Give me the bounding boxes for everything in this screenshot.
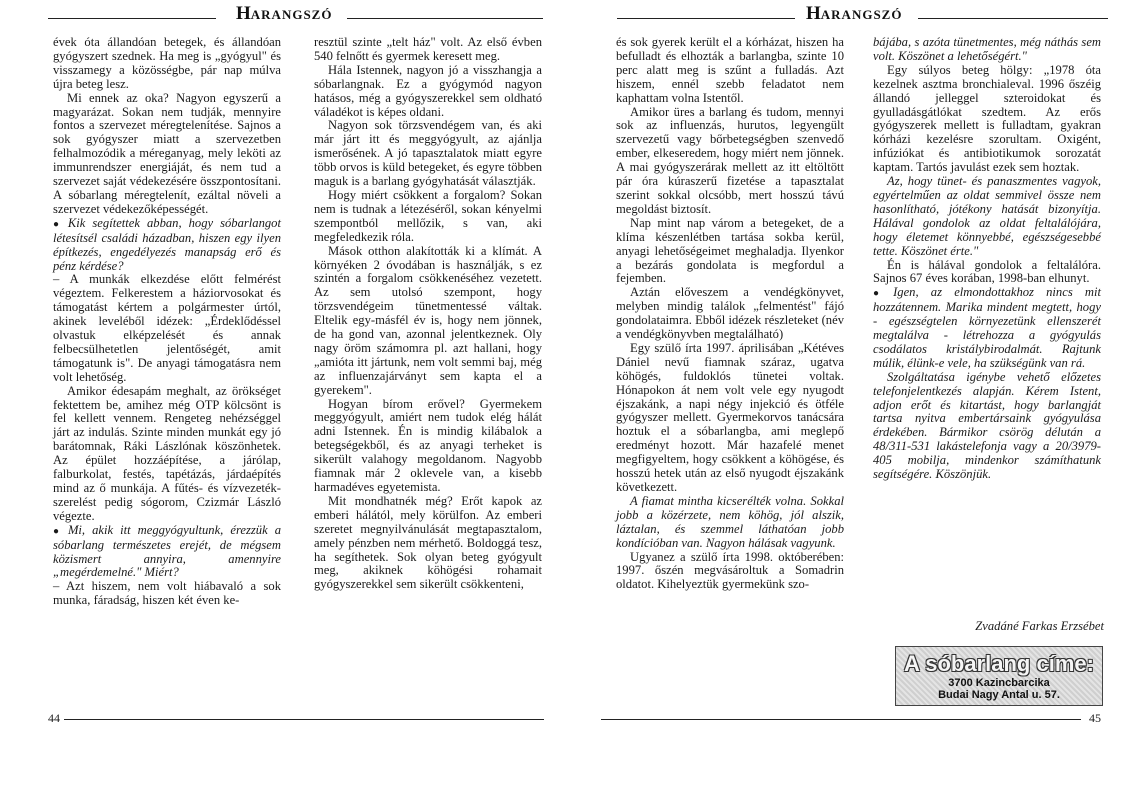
footer-rule <box>64 719 544 720</box>
paragraph: Aztán előveszem a vendégkönyvet, melyben mindig találok „felmentést" fájó gondolataimra. Ebből idézek részleteket (név a vendégkönyvben megtalálható) <box>616 285 844 342</box>
left-page <box>0 0 560 792</box>
masthead-initial: H <box>806 3 821 24</box>
paragraph: Mi ennek az oka? Nagyon egyszerű a magyarázat. Sokan nem tudják, mennyire fontos a szervezet méregtelenítése. Sajnos a sok gyógyszer miatt a szervezetben felhalmozódik a méreganyag, mely leköti az immunrendszer energiáját, és nem tud a szervezet saját védekezésére összpontosítani. A sóbarlang méregtelenít, ezáltal növeli a szervezet védekezőképességét. <box>53 90 281 216</box>
column-1 <box>616 36 844 592</box>
masthead <box>806 3 902 25</box>
paragraph: Az, hogy tünet- és panaszmentes vagyok, egyértelműen az oldat semmivel össze nem hasonlítható, jótékony hatását bizonyítja. Hálával gondolok az oldat feltalálójára, hogy életemet könnyebbé, egészségesebbé tette. Köszönet érte." <box>873 174 1101 258</box>
masthead-initial: H <box>236 3 251 24</box>
paragraph: Mások otthon alakították ki a klímát. A környéken 2 óvodában is használják, s ez szintén a forgalom csökkenéséhez vezetett. Az sem utolsó szempont, hogy törzsvendégeim tünetmentessé váltak. Eltelik egy-másfél év is, hogy nem jönnek, de ha gond van, azonnal jelentkeznek. Oly nagy öröm számomra pl. azt hallani, hogy „amióta itt jártunk, nem volt semmi baj, még az influenzajárványt sem kapta el a gyerekem". <box>314 243 542 397</box>
header-rule-left <box>48 18 216 19</box>
paragraph: Nap mint nap várom a betegeket, de a klíma készenlétben tartása sokba kerül, anyagi lehetőségeimet meghaladja. Ilyenkor a bezárás gondolata is megfordul a fejemben. <box>616 215 844 286</box>
paragraph: Hogy miért csökkent a forgalom? Sokan nem is tudnak a létezéséről, sokan kényelmi szempontból mellőzik, s van, aki megfeledkezik róla. <box>314 187 542 244</box>
column-2 <box>873 36 1101 482</box>
page-number: 44 <box>48 711 60 725</box>
right-page <box>561 0 1121 792</box>
header-rule-right <box>918 18 1108 19</box>
paragraph: – A munkák elkezdése előtt felmérést végeztem. Felkerestem a háziorvosokat és támogatást kértem a polgármester úrtól, akinek leveléből idézek: „Érdeklődéssel olvastuk elképzelését és annak felbecsülhetetlen jelentőségét, amit támogatunk is". De anyagi támogatásra nem volt lehetőség. <box>53 272 281 384</box>
paragraph: Nagyon sok törzsvendégem van, és aki már járt itt és meggyógyult, az ajánlja ismerősének. A jó tapasztalatok miatt egyre több orvos is küld betegeket, és egyre többen maguk is a barlang gyógyhatását választják. <box>314 118 542 189</box>
column-1 <box>53 36 281 608</box>
address-title: A sóbarlang címe: <box>904 651 1094 676</box>
masthead-rest: ARANGSZÓ <box>820 7 903 22</box>
paragraph: Hogyan bírom erővel? Gyermekem meggyógyult, amiért nem tudok elég hálát adni Istennek. Én is mindig kilábalok a betegségekből, és az anyagi terheket is sikerült valahogy megoldanom. Nagyobb fiamnak már 2 oklevele van, a kisebb harmadéves egyetemista. <box>314 396 542 494</box>
paragraph: évek óta állandóan betegek, és állandóan gyógyszert szednek. Ha meg is „gyógyul" és visszamegy a közösségbe, pár nap múlva újra beteg lesz. <box>53 35 281 91</box>
paragraph: Ugyanez a szülő írta 1998. októberében: 1997. őszén megvásároltuk a Somadrin oldatot. Kihelyeztük gyermekünk szo- <box>616 549 844 592</box>
paragraph: Amikor üres a barlang és tudom, mennyi sok az influenzás, hurutos, legyengült szervezetű vagy bőrbetegségben szenvedő ember, elkeseredem, hogy miért nem jönnek. A mai gyógyszerárak mellett az itt eltöltött pár óra kúraszerű fizetése a tapasztalat szerint sokkal olcsóbb, mert hosszú távú megoldást biztosít. <box>616 104 844 216</box>
author-signature: Zvadáné Farkas Erzsébet <box>975 619 1104 633</box>
address-city: 3700 Kazincbarcika <box>948 677 1050 689</box>
paragraph: Egy szülő írta 1997. áprilisában „Kétéves Dániel nevű fiamnak száraz, ugatva köhögés, fuldoklós tünetei voltak. Hónapokon át nem volt vele egy nyugodt éjszakánk, a napi négy injekció és ötféle gyógyszer mellett. Gyermekorvos tanácsára hoztuk el a sóbarlangba, ami meglepő eredményt hozott. Már hazafelé menet megfigyeltem, hogy csökkent a köhögése, és hosszú hetek után az első nyugodt éjszakánk következett. <box>616 340 844 494</box>
paragraph: Hála Istennek, nagyon jó a visszhangja a sóbarlangnak. Ez a gyógymód nagyon hatásos, még a gyógyszerekkel sem oldható váladékot is képes oldani. <box>314 62 542 119</box>
interview-question: ● Mi, akik itt meggyógyultunk, érezzük a sóbarlang természetes erejét, de mégsem közismert annyira, amennyire „megérdemelné." Miért? <box>53 524 281 581</box>
masthead-rest: ARANGSZÓ <box>250 7 333 22</box>
paragraph: Egy súlyos beteg hölgy: „1978 óta kezelnek asztma bronchialeval. 1996 őszéig állandó jelleggel szteroidokat és gyulladásgátlókat szedtem. Az erős gyógyszerek mellett is fulladtam, gyakran kórházi kezelésre szorultam. Oxigént, infúziókat és antibiotikumok sorozatát kaptam. Tartós javulást ezek sem hoztak. <box>873 62 1101 175</box>
address-street: Budai Nagy Antal u. 57. <box>938 689 1060 701</box>
paragraph: Én is hálával gondolok a feltalálóra. Sajnos 67 éves korában, 1998-ban elhunyt. <box>873 257 1101 286</box>
paragraph: Amikor édesapám meghalt, az örökséget fektettem be, amihez még OTP kölcsönt is fel kellett vennem. Rengeteg nehézséggel járt az indulás. Szinte minden munkát egy jó barátomnak, Ráki Lászlónak köszönhetek. Az épület hozzáépítése, a járólap, falburkolat, festés, tapétázás, járdaépítés mind az ő munkája. A fűtés- és vízvezeték-szerelést pedig sógorom, Czizmár László végezte. <box>53 383 281 523</box>
footer-rule <box>601 719 1081 720</box>
masthead <box>236 3 332 25</box>
paragraph: – Azt hiszem, nem volt hiábavaló a sok munka, fáradság, hiszen két éven ke- <box>53 579 281 608</box>
header-rule-right <box>347 18 543 19</box>
paragraph: Szolgáltatása igénybe vehető előzetes telefonjelentkezés alapján. Kérem Istent, adjon erőt és kitartást, hogy barlangját tartsa nyitva embertársaink gyógyulása érdekében. Bármikor csörög délután a 48/311-531 lakástelefonja vagy a 20/3979-405 mobilja, mindenkor számíthatunk segítségére. Köszönjük. <box>873 369 1101 482</box>
paragraph: bájába, s azóta tünetmentes, még náthás sem volt. Köszönet a lehetőségért." <box>873 35 1101 63</box>
address-box <box>895 646 1103 706</box>
interview-question: ● Igen, az elmondottakhoz nincs mit hozzátennem. Marika mindent megtett, hogy - egészségtelen környezetünk ellenszerét megtalálva - létrehozza a gyógyulás csodálatos kristálybirodalmát. Rajtunk múlik, élünk-e vele, ha szükségünk van rá. <box>873 286 1101 370</box>
column-2 <box>314 36 542 592</box>
paragraph: resztül szinte „telt ház" volt. Az első évben 540 felnőtt és gyermek keresett meg. <box>314 35 542 63</box>
paragraph: és sok gyerek került el a kórházat, hiszen ha befulladt és elhozták a barlangba, szinte 10 perc alatt meg is szűnt a fulladás. Azt hiszem, ennél szebb feladatot nem kaphattam volna Istentől. <box>616 35 844 105</box>
header-rule-left <box>617 18 795 19</box>
page-number: 45 <box>1089 711 1101 725</box>
paragraph: A fiamat mintha kicserélték volna. Sokkal jobb a közérzete, nem köhög, jól alszik, láztalan, és szemmel láthatóan jobb kondícióban van. Nagyon hálásak vagyunk. <box>616 493 844 550</box>
paragraph: Mit mondhatnék még? Erőt kapok az emberi hálától, mely körülfon. Az emberi szeretet megnyilvánulását megtapasztalom, amely pénzben nem mérhető. Boldoggá tesz, ha segíthetek. Sok olyan beteg gyógyult meg, akiknek köhögési rohamait gyógyszerekkel sem sikerült csökkenteni, <box>314 493 542 592</box>
interview-question: ● Kik segítettek abban, hogy sóbarlangot létesítsél családi házadban, hiszen egy ilyen építkezés, engedélyezés manapság erő és pénz kérdése? <box>53 217 281 274</box>
